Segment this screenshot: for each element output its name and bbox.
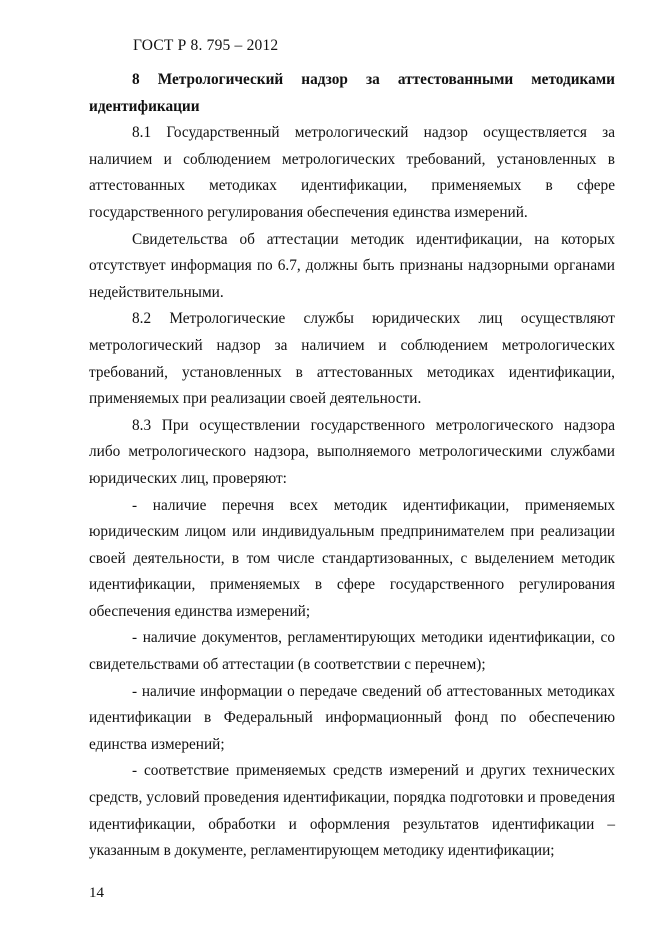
paragraph-8-1: 8.1 Государственный метрологический надзор осуществляется за наличием и соблюдением метрологических требований, установленных в аттестованных методиках идентификации, применяемых в сфере государственного регулирования обеспечения единства измерений. <box>89 124 615 221</box>
section-body <box>89 67 615 865</box>
list-item-compliance: - соответствие применяемых средств измерений и других технических средств, условий проведения идентификации, порядка подготовки и проведения идентификации, обработки и оформления результатов идентификации – указанным в документе, регламентирующем методику идентификации; <box>89 762 615 860</box>
page-number: 14 <box>89 885 104 901</box>
section-heading: 8 Метрологический надзор за аттестованными методиками идентификации <box>89 71 615 115</box>
paragraph-certificates: Свидетельства об аттестации методик идентификации, на которых отсутствует информация по 6.7, должны быть признаны надзорными органами недействительными. <box>89 230 615 301</box>
list-item-documents: - наличие документов, регламентирующих методики идентификации, со свидетельствами об аттестации (в соответствии с перечнем); <box>89 629 615 674</box>
paragraph-8-3: 8.3 При осуществлении государственного метрологического надзора либо метрологического надзора, выполняемого метрологическими службами юридических лиц, проверяют: <box>89 416 615 487</box>
paragraph-8-2: 8.2 Метрологические службы юридических лиц осуществляют метрологический надзор за наличием и соблюдением метрологических требований, установленных в аттестованных методиках идентификации, применяемых при реализации своей деятельности. <box>89 310 615 408</box>
list-item-information-transfer: - наличие информации о передаче сведений об аттестованных методиках идентификации в Федеральный информационный фонд по обеспечению единства измерений; <box>89 682 615 753</box>
document-header: ГОСТ Р 8. 795 – 2012 <box>133 37 279 54</box>
list-item-methods-list: - наличие перечня всех методик идентификации, применяемых юридическим лицом или индивидуальным предпринимателем при реализации своей деятельности, в том числе стандартизованных, с выделением методик идентификации, применяемых в сфере государственного регулирования обеспечения единства измерений; <box>89 496 615 620</box>
